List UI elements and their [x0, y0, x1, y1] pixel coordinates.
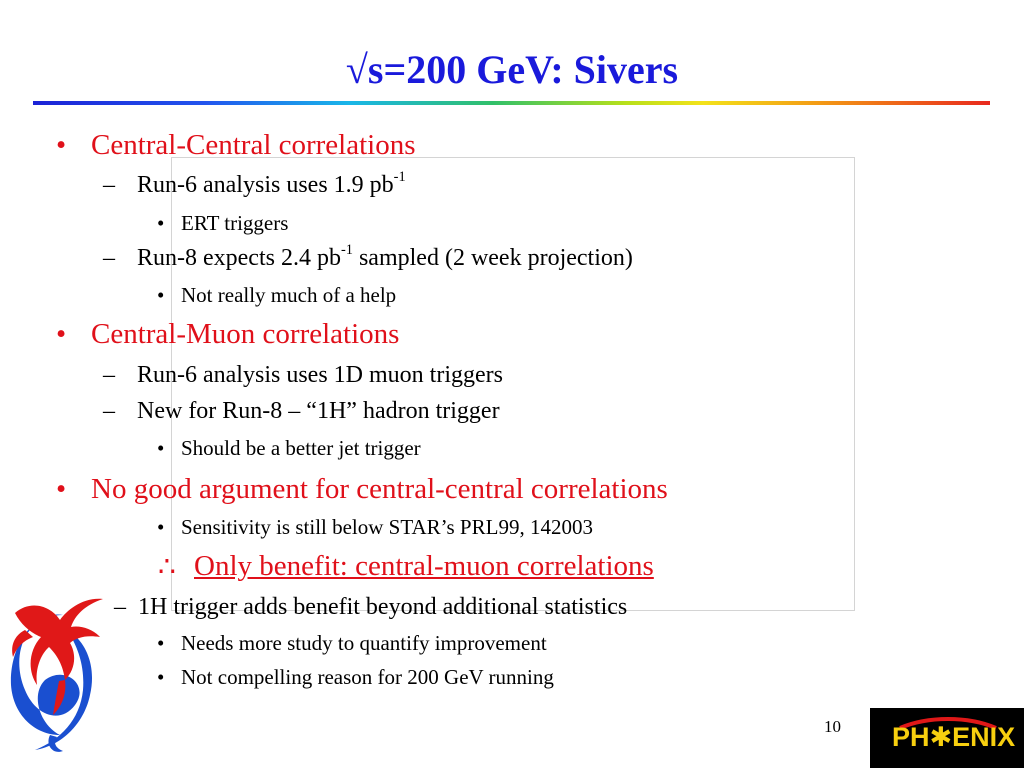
bullet-text: Central-Muon correlations: [91, 318, 400, 350]
dash-marker: –: [103, 398, 115, 424]
conclusion-text: Only benefit: central-muon correlations: [194, 550, 654, 582]
sub-sub-item-text: Should be a better jet trigger: [181, 436, 421, 460]
dash-marker: –: [103, 172, 115, 198]
phenix-wordmark: PH✱ENIX: [892, 722, 1016, 752]
bullet-marker: •: [157, 515, 165, 539]
sub-item-text-main: Run-6 analysis uses 1.9 pb: [137, 172, 394, 198]
page-number: 10: [824, 717, 841, 736]
therefore-symbol: ∴: [158, 552, 176, 583]
superscript: -1: [340, 242, 353, 258]
bullet-marker: •: [56, 129, 67, 161]
sub-item-text: [137, 242, 633, 272]
sub-sub-item-text: Not compelling reason for 200 GeV running: [181, 665, 554, 689]
sub-sub-item-text: Sensitivity is still below STAR’s PRL99, 142003: [181, 515, 593, 539]
bullet-marker: •: [157, 283, 165, 307]
bullet-marker: •: [157, 631, 165, 655]
dash-marker: –: [103, 245, 115, 271]
bullet-marker: •: [56, 318, 67, 350]
phoenix-bird-logo: [5, 585, 115, 760]
dash-marker: –: [103, 362, 115, 388]
sub-item-text: Run-6 analysis uses 1D muon triggers: [137, 362, 503, 388]
phenix-logo: [870, 708, 1024, 768]
bullet-marker: •: [157, 211, 165, 235]
superscript: -1: [393, 169, 406, 185]
sub-item-text-rest: sampled (2 week projection): [352, 245, 633, 271]
bullet-marker: •: [157, 665, 165, 689]
bullet-marker: •: [56, 473, 67, 505]
dash-marker: –: [114, 594, 126, 620]
sub-sub-item-text: ERT triggers: [181, 211, 289, 235]
sub-item-text: 1H trigger adds benefit beyond additional statistics: [138, 594, 628, 620]
title-divider: [33, 101, 990, 105]
sub-item-text-main: Run-8 expects 2.4 pb: [137, 245, 341, 271]
slide-title: √s=200 GeV: Sivers: [345, 47, 679, 92]
bullet-text: No good argument for central-central correlations: [91, 473, 668, 505]
sub-sub-item-text: Not really much of a help: [181, 283, 397, 307]
bullet-text: Central-Central correlations: [91, 129, 416, 161]
sub-item-text: New for Run-8 – “1H” hadron trigger: [137, 398, 500, 424]
sub-sub-item-text: Needs more study to quantify improvement: [181, 631, 547, 655]
conclusion-line: [158, 550, 654, 584]
bullet-marker: •: [157, 436, 165, 460]
sub-item-text: [137, 169, 406, 199]
